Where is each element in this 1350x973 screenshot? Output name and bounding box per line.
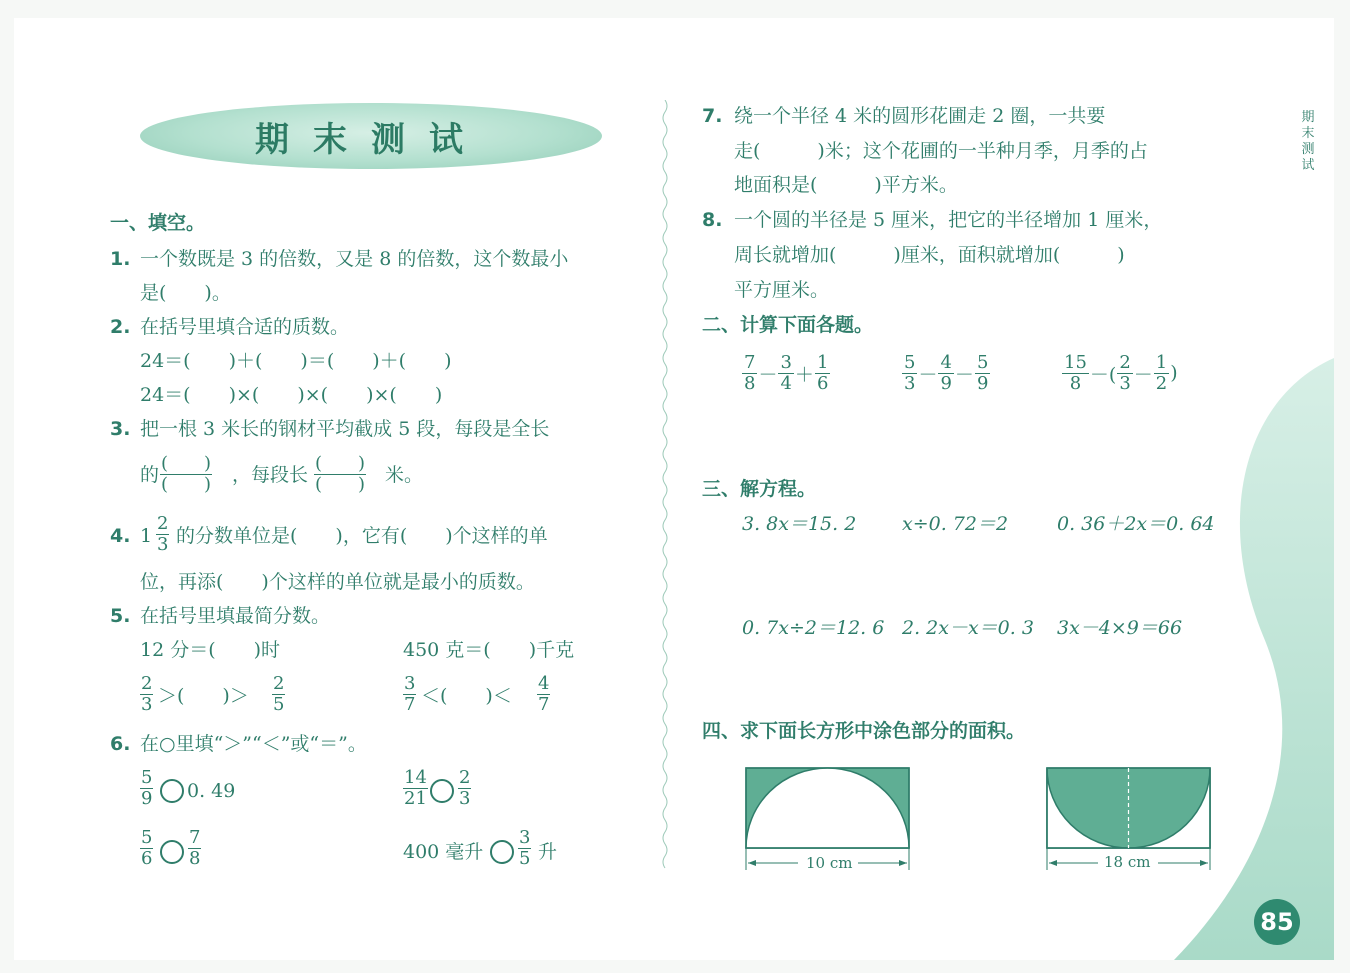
q6-a-compare-circle[interactable] [160,779,184,803]
q4-line1: 的分数单位是( )，它有( )个这样的单 [176,525,548,547]
q6-c-compare-circle[interactable] [160,840,184,864]
q6-b-compare-circle[interactable] [430,779,454,803]
q6-b-fraction: $\frac{14}{21}$ [404,767,427,809]
q4-mixed-fraction: $\frac{2}{3}$ [157,513,169,555]
q5-a: 12 分＝( )时 [140,639,281,661]
calc-numerator: 1 [816,351,829,373]
calc-denominator: 4 [780,372,792,394]
calc-numerator: 3 [780,351,792,373]
calc-denominator: 6 [816,372,829,394]
q4-whole: 1 [140,525,153,547]
q6-b-right-fraction: $\frac{2}{3}$ [459,767,471,809]
equation-6: 3x－4×9＝66 [1057,617,1183,639]
calc-operator: － [954,363,974,386]
q8-line2: 周长就增加( )厘米，面积就增加( ) [734,244,1125,266]
calc-operator: －( [1089,363,1117,386]
q2-number: 2. [110,316,131,338]
area-figure-2-dimension: 18 cm [1104,853,1151,871]
page-title: 期末测试 [255,120,487,160]
q8-number: 8. [702,209,723,231]
area-figure-1-dimension: 10 cm [806,854,853,872]
calc-fraction [778,351,793,394]
equation-3: 0. 36＋2x＝0. 64 [1057,513,1215,535]
q6-line1: 在○里填“＞”“＜”或“＝”。 [140,733,367,755]
column-divider [660,100,670,880]
calc-denominator: 9 [940,372,952,394]
q5-line1: 在括号里填最简分数。 [140,605,331,627]
q3-line1: 把一根 3 米长的钢材平均截成 5 段，每段是全长 [140,418,550,440]
page-number-badge: 85 [1254,899,1300,945]
calc-denominator: 3 [904,372,916,394]
q6-c-right-fraction: $\frac{7}{8}$ [189,827,201,869]
calc-numerator: 1 [1155,351,1168,373]
calc-denominator: 8 [1069,372,1082,394]
q5-number: 5. [110,605,131,627]
q7-line2: 走( )米；这个花圃的一半种月季，月季的占 [734,140,1148,162]
q5-c-fraction-left: $\frac{2}{3}$ [141,673,153,715]
q6-c-fraction: $\frac{5}{6}$ [141,827,153,869]
calc-fraction [902,351,917,394]
calc-fraction [815,351,830,394]
calc-expression-2 [902,350,990,396]
calc-operator: － [758,363,778,386]
q8-line1: 一个圆的半径是 5 厘米，把它的半径增加 1 厘米， [734,209,1163,231]
calc-fraction [1117,351,1132,394]
calc-expression-1 [742,350,830,396]
calc-fraction [742,351,757,394]
q6-d-right-fraction: $\frac{3}{5}$ [519,827,531,869]
calc-fraction [938,351,953,394]
q8-line3: 平方厘米。 [734,279,830,301]
calc-numerator: 4 [940,351,952,373]
q3-blank-fraction-1: ( ) ( ) [161,453,212,495]
calc-operator: － [918,363,938,386]
q1-line1: 一个数既是 3 的倍数，又是 8 的倍数，这个数最小 [140,248,569,270]
q6-d-left: 400 毫升 [403,841,484,863]
q5-c-middle: ＞( )＞ [158,685,249,707]
calc-operator: － [1133,363,1153,386]
q6-number: 6. [110,733,131,755]
calc-numerator: 5 [904,351,916,373]
calc-fraction [975,351,990,394]
side-chapter-label: 期 末 测 试 [1301,110,1315,173]
q2-line1: 在括号里填合适的质数。 [140,316,350,338]
q3-text-a: 的 [140,464,160,486]
q5-b: 450 克＝( )千克 [403,639,575,661]
calc-denominator: 3 [1119,372,1131,394]
calc-fraction [1062,351,1089,394]
q5-d-middle: ＜( )＜ [421,685,512,707]
q4-line2: 位，再添( )个这样的单位就是最小的质数。 [140,571,535,593]
q7-line1: 绕一个半径 4 米的圆形花圃走 2 圈，一共要 [734,105,1106,127]
q6-a-fraction: $\frac{5}{9}$ [141,767,153,809]
calc-operator: ) [1170,362,1178,384]
q3-text-b: ，每段长 [232,464,309,486]
q7-line3: 地面积是( )平方米。 [734,174,958,196]
calc-fraction [1154,351,1169,394]
section-equation-heading: 三、解方程。 [702,478,817,500]
q4-number: 4. [110,525,131,547]
q2-line2: 24＝( )＋( )＝( )＋( ) [140,350,452,372]
equation-5: 2. 2x－x＝0. 3 [902,617,1034,639]
calc-numerator: 7 [744,351,756,373]
equation-4: 0. 7x÷2＝12. 6 [742,617,885,639]
q1-line2: 是( )。 [140,282,231,304]
section-area-heading: 四、求下面长方形中涂色部分的面积。 [702,720,1026,742]
q5-d-fraction-right: $\frac{4}{7}$ [538,673,550,715]
q3-blank-fraction-2: ( ) ( ) [315,453,366,495]
calc-expression-3 [1062,350,1179,396]
q3-number: 3. [110,418,131,440]
q6-d-unit: 升 [538,841,558,863]
q6-d-compare-circle[interactable] [490,840,514,864]
calc-denominator: 8 [744,372,756,394]
q1-number: 1. [110,248,131,270]
q6-a-right: 0. 49 [187,780,236,802]
equation-1: 3. 8x＝15. 2 [742,513,857,535]
calc-operator: ＋ [794,363,814,386]
q5-c-fraction-right: $\frac{2}{5}$ [273,673,285,715]
q2-line3: 24＝( )×( )×( )×( ) [140,384,443,406]
calc-numerator: 5 [976,351,989,373]
calc-denominator: 2 [1155,372,1168,394]
q5-d-fraction-left: $\frac{3}{7}$ [404,673,416,715]
equation-2: x÷0. 72＝2 [902,513,1009,535]
section-fill-blank-heading: 一、填空。 [110,212,206,234]
q3-text-c: 米。 [385,464,424,486]
q7-number: 7. [702,105,723,127]
calc-denominator: 9 [976,372,989,394]
calc-numerator: 15 [1064,351,1087,373]
section-calc-heading: 二、计算下面各题。 [702,314,874,336]
calc-numerator: 2 [1119,351,1131,373]
